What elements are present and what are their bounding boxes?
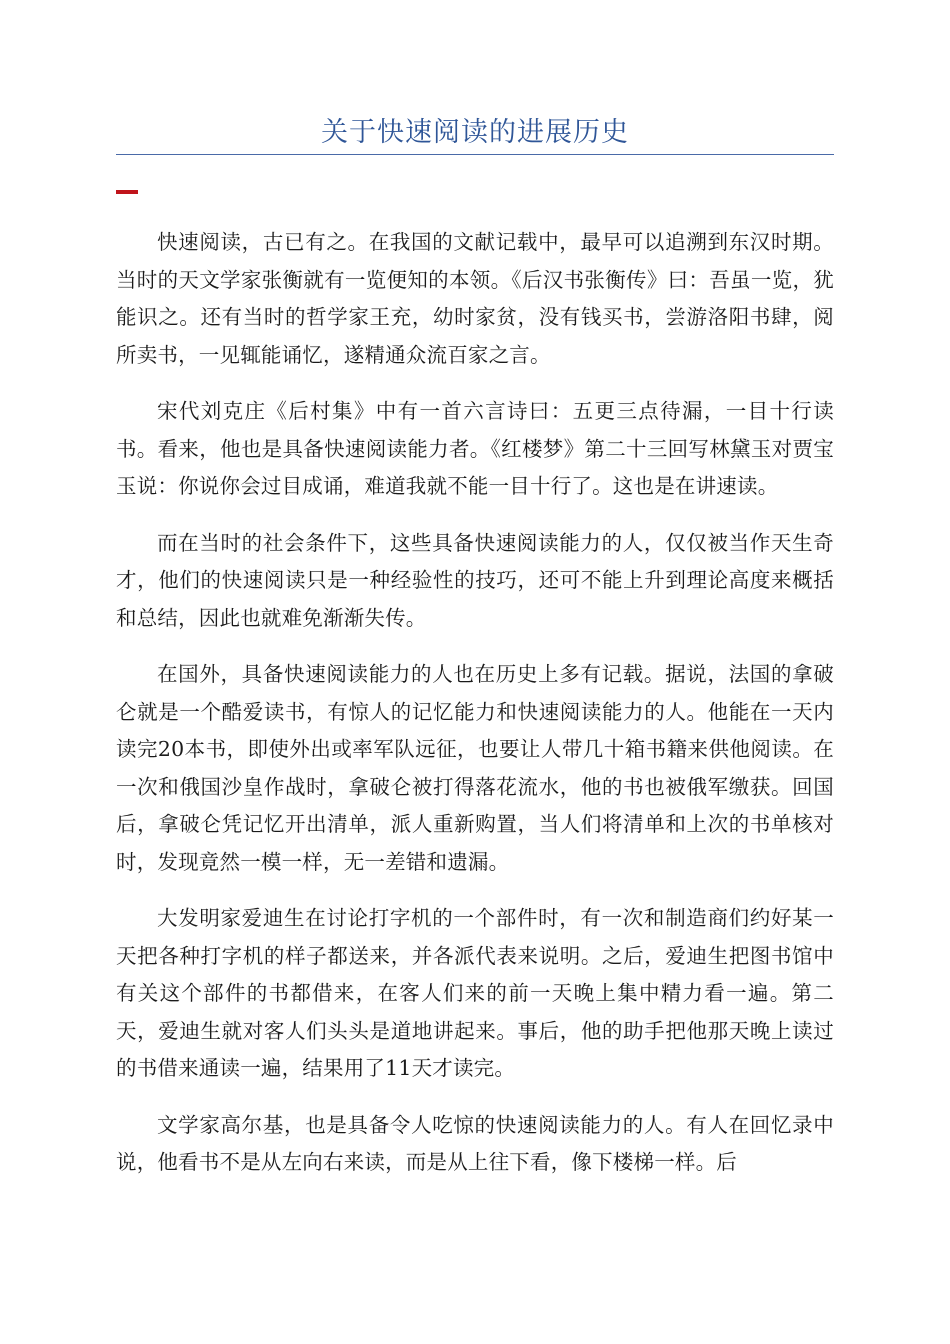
paragraph-1: 快速阅读，古已有之。在我国的文献记载中，最早可以追溯到东汉时期。当时的天文学家张衡就有一览便知的本领。《后汉书张衡传》曰：吾虽一览，犹能识之。还有当时的哲学家王充，幼时家贫，没有钱买书，尝游洛阳书肆，阅所卖书，一见辄能诵忆，遂精通众流百家之言。: [116, 230, 834, 367]
title-underline: [116, 154, 834, 155]
paragraph-3: 而在当时的社会条件下，这些具备快速阅读能力的人，仅仅被当作天生奇才，他们的快速阅读只是一种经验性的技巧，还可不能上升到理论高度来概括和总结，因此也就难免渐渐失传。: [116, 530, 834, 630]
body-text: [116, 224, 834, 1201]
page-title: 关于快速阅读的进展历史: [321, 117, 629, 148]
section-marker: [116, 190, 138, 194]
paragraph-5: 大发明家爱迪生在讨论打字机的一个部件时，有一次和制造商们约好某一天把各种打字机的样子都送来，并各派代表来说明。之后，爱迪生把图书馆中有关这个部件的书都借来，在客人们来的前一天晚上集中精力看一遍。第二天，爱迪生就对客人们头头是道地讲起来。事后，他的助手把他那天晚上读过的书借来通读一遍，结果用了11天才读完。: [116, 906, 834, 1080]
paragraph-6: 文学家高尔基，也是具备令人吃惊的快速阅读能力的人。有人在回忆录中说，他看书不是从左向右来读，而是从上往下看，像下楼梯一样。后: [116, 1112, 834, 1174]
paragraph-4: 在国外，具备快速阅读能力的人也在历史上多有记载。据说，法国的拿破仑就是一个酷爱读书，有惊人的记忆能力和快速阅读能力的人。他能在一天内读完20本书，即使外出或率军队远征，也要让人带几十箱书籍来供他阅读。在一次和俄国沙皇作战时，拿破仑被打得落花流水，他的书也被俄军缴获。回国后，拿破仑凭记忆开出清单，派人重新购置，当人们将清单和上次的书单核对时，发现竟然一模一样，无一差错和遗漏。: [116, 662, 834, 874]
paragraph-2: 宋代刘克庄《后村集》中有一首六言诗曰：五更三点待漏，一目十行读书。看来，他也是具备快速阅读能力者。《红楼梦》第二十三回写林黛玉对贾宝玉说：你说你会过目成诵，难道我就不能一目十行了。这也是在讲速读。: [116, 399, 834, 498]
